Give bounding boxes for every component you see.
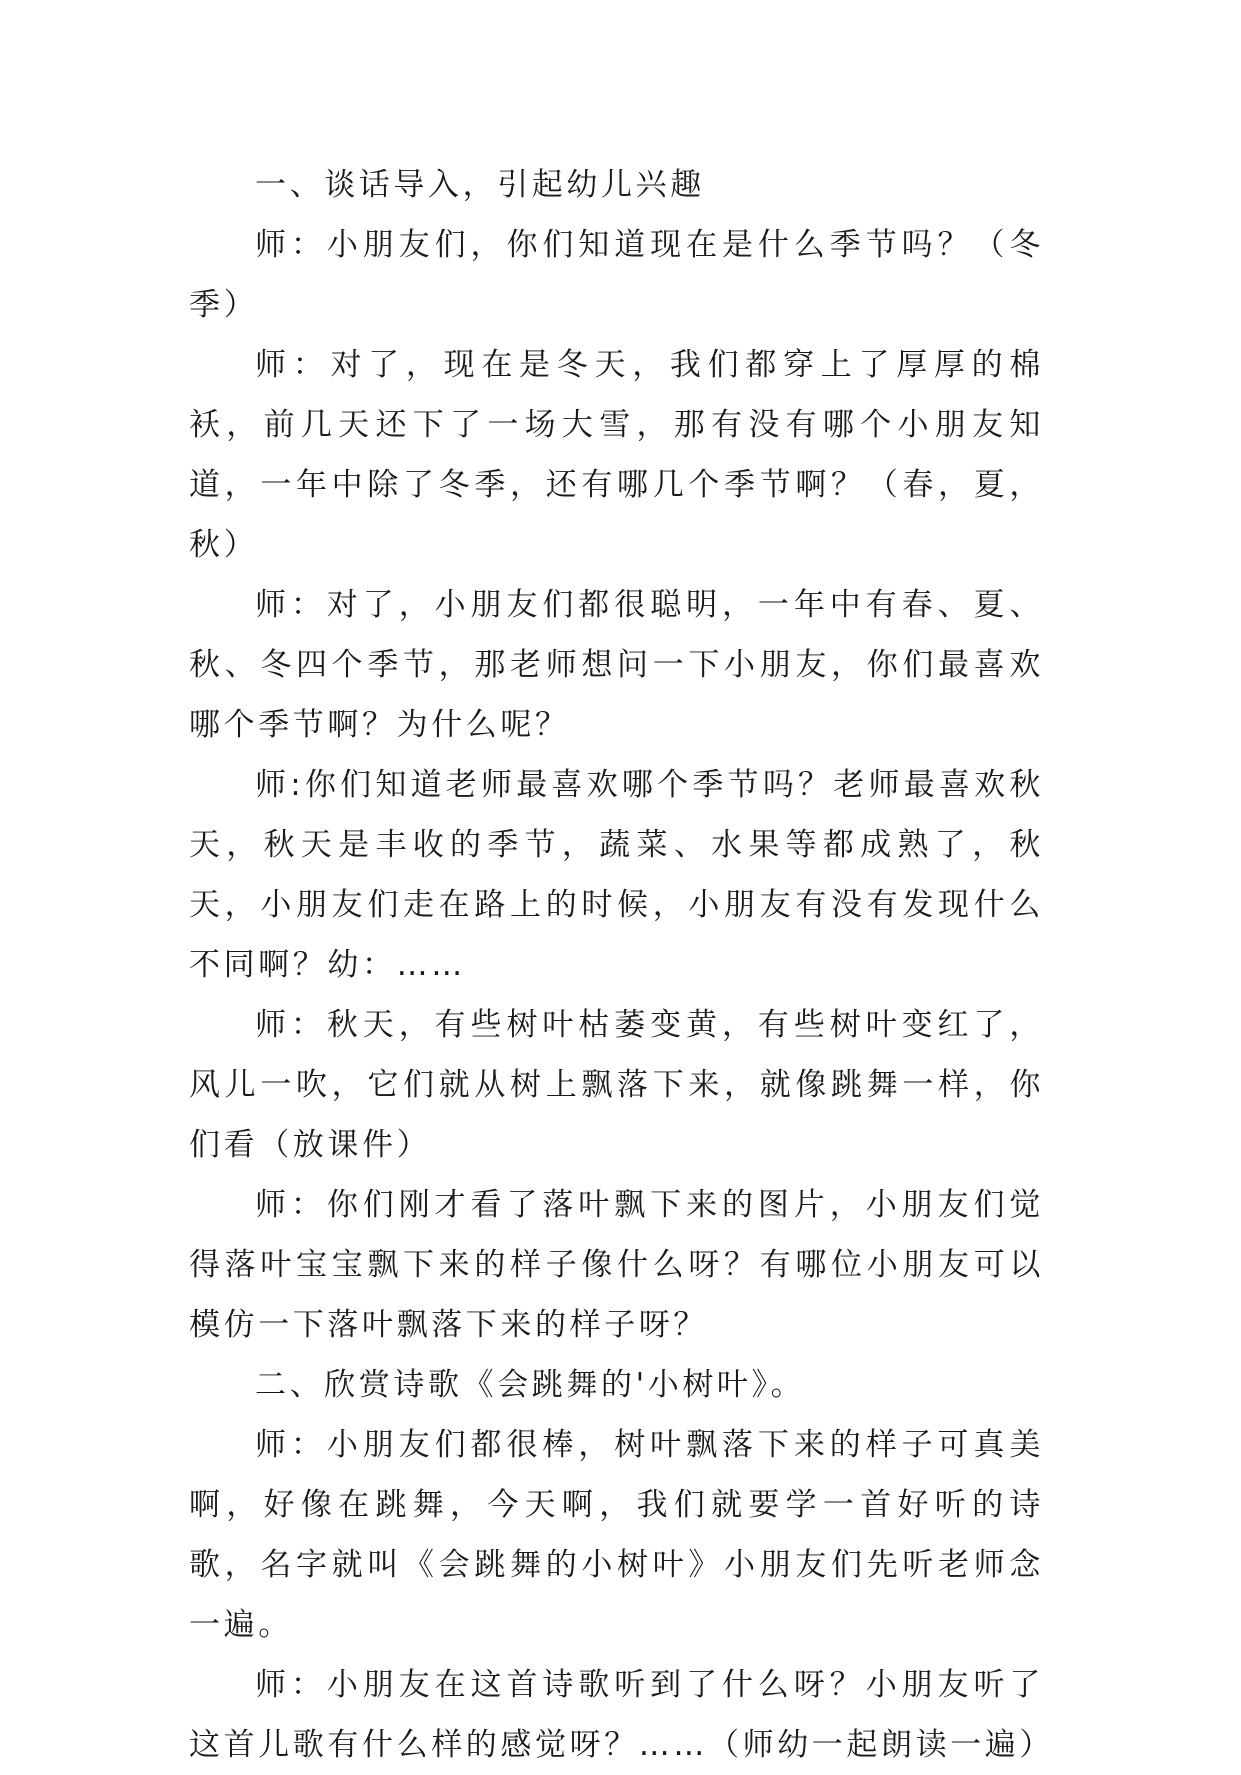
dialogue-paragraph: 师：对了，小朋友们都很聪明，一年中有春、夏、秋、冬四个季节，那老师想问一下小朋友，你们最喜欢哪个季节啊？为什么呢？: [189, 587, 1044, 743]
dialogue-paragraph: 师：秋天，有些树叶枯萎变黄，有些树叶变红了，风儿一吹，它们就从树上飘落下来，就像跳舞一样，你们看（放课件）: [189, 1007, 1044, 1163]
section-heading-intro: 一、谈话导入，引起幼儿兴趣: [255, 167, 705, 203]
dialogue-paragraph: 师：小朋友们都很棒，树叶飘落下来的样子可真美啊，好像在跳舞，今天啊，我们就要学一首好听的诗歌，名字就叫《会跳舞的小树叶》小朋友们先听老师念一遍。: [189, 1427, 1044, 1643]
dialogue-paragraph: 师：小朋友们，你们知道现在是什么季节吗？（冬季）: [189, 227, 1044, 323]
document-body: [189, 155, 1054, 1775]
dialogue-paragraph: 师:你们知道老师最喜欢哪个季节吗？老师最喜欢秋天，秋天是丰收的季节，蔬菜、水果等都成熟了，秋天，小朋友们走在路上的时候，小朋友有没有发现什么不同啊？幼：……: [189, 767, 1044, 983]
section-heading-poem: 二、欣赏诗歌《会跳舞的'小树叶》。: [255, 1367, 806, 1403]
dialogue-paragraph: 师：对了，现在是冬天，我们都穿上了厚厚的棉袄，前几天还下了一场大雪，那有没有哪个小朋友知道，一年中除了冬季，还有哪几个季节啊？（春，夏，秋）: [189, 347, 1044, 563]
dialogue-paragraph: 师：你们刚才看了落叶飘下来的图片，小朋友们觉得落叶宝宝飘下来的样子像什么呀？有哪位小朋友可以模仿一下落叶飘落下来的样子呀？: [189, 1187, 1044, 1343]
dialogue-paragraph: 师：小朋友在这首诗歌听到了什么呀？小朋友听了这首儿歌有什么样的感觉呀？……（师幼一起朗读一遍）: [189, 1667, 1054, 1763]
